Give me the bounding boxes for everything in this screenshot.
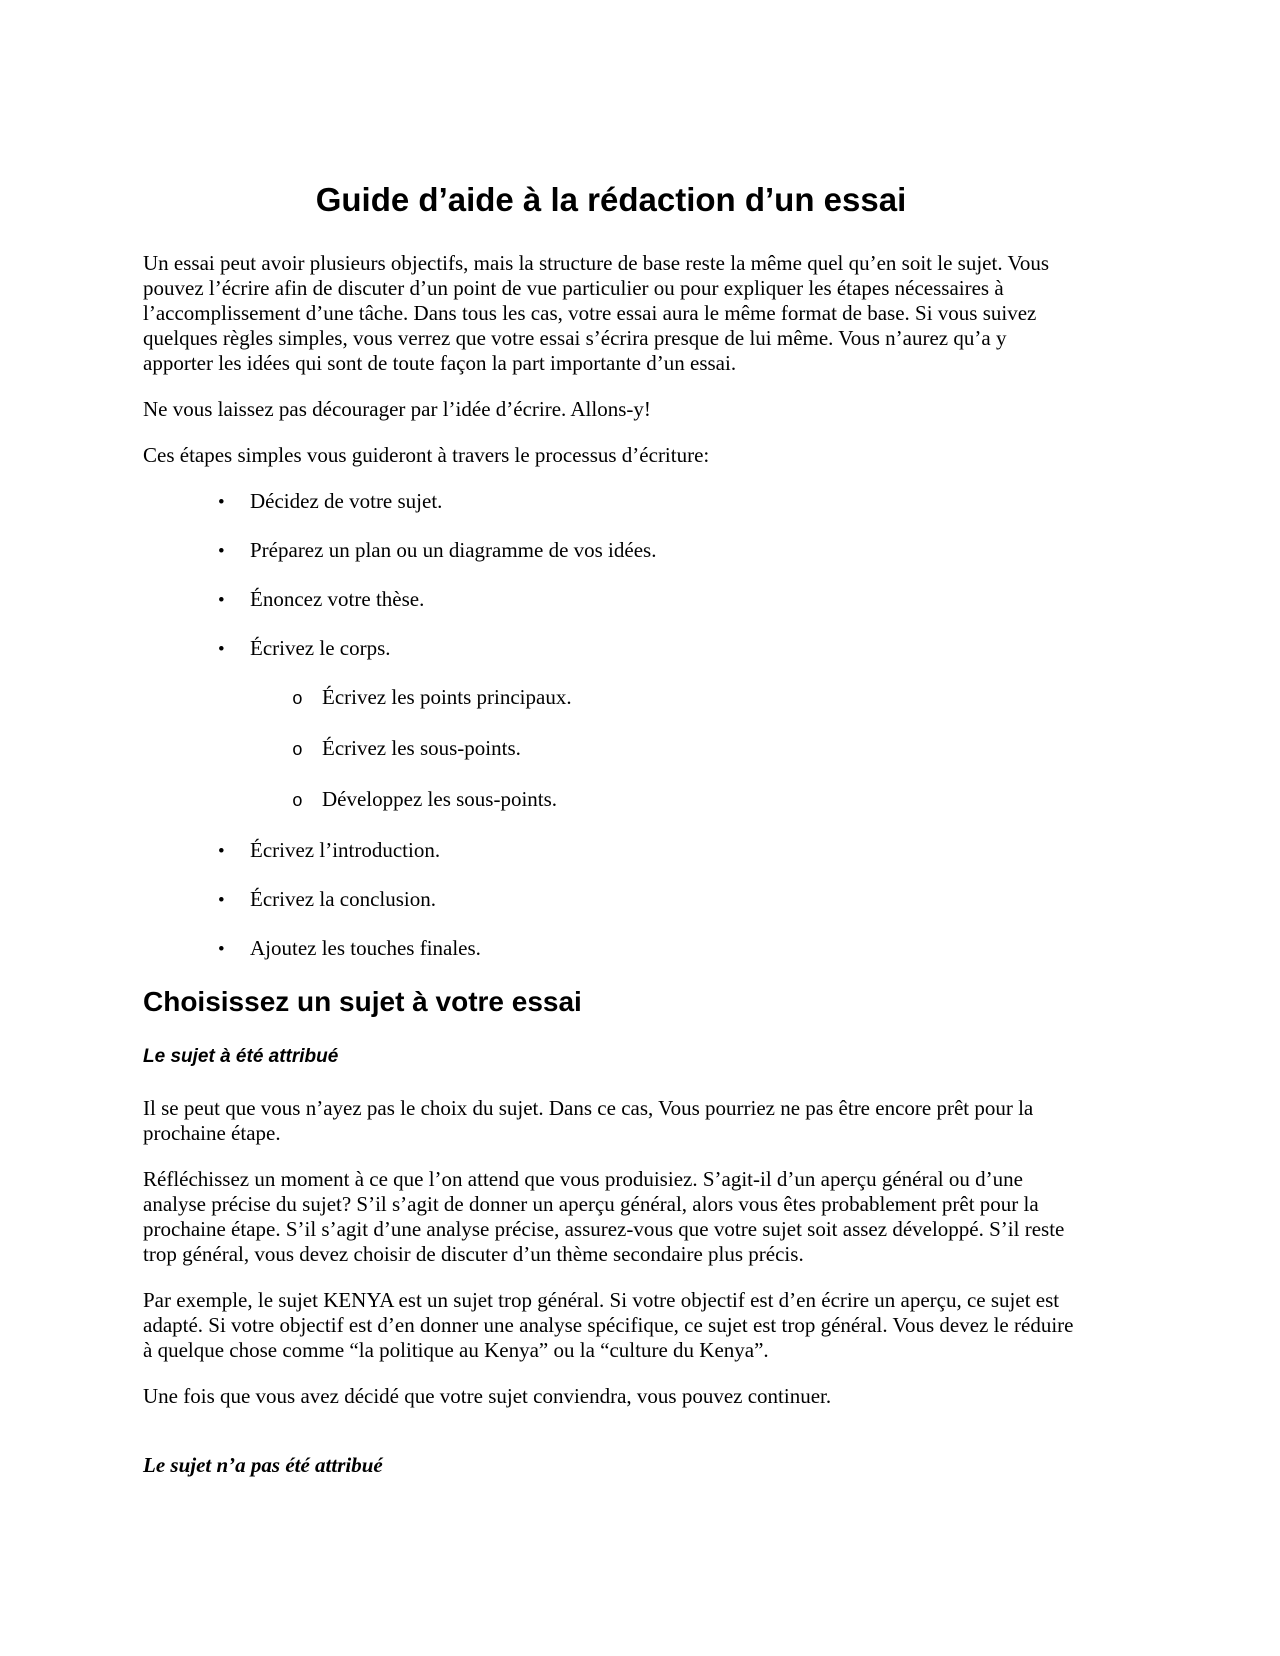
- bullet-icon: •: [218, 841, 225, 862]
- list-item: [143, 587, 1079, 613]
- list-item: [143, 538, 1079, 564]
- sub-list-item: [143, 685, 1079, 713]
- bullet-icon: •: [218, 541, 225, 562]
- list-item: [143, 838, 1079, 864]
- list-item-text: Écrivez la conclusion.: [250, 887, 437, 911]
- circle-bullet-icon: o: [292, 741, 303, 761]
- list-item: [143, 636, 1079, 662]
- list-item-text: Ajoutez les touches finales.: [250, 936, 481, 960]
- list-item: [143, 936, 1079, 962]
- list-item: [143, 887, 1079, 913]
- sub-list-item-text: Écrivez les sous-points.: [322, 736, 521, 760]
- essay-steps-list: [143, 489, 1079, 962]
- list-item-text: Écrivez le corps.: [250, 636, 391, 660]
- intro-paragraph-3: Ces étapes simples vous guideront à travers le processus d’écriture:: [143, 443, 710, 467]
- circle-bullet-icon: o: [292, 792, 303, 812]
- bullet-icon: •: [218, 639, 225, 660]
- document-content: [143, 181, 1079, 1478]
- section-paragraph-1: Il se peut que vous n’ayez pas le choix du sujet. Dans ce cas, Vous pourriez ne pas être encore prêt pour la prochaine étape.: [143, 1096, 1034, 1145]
- list-item-text: Énoncez votre thèse.: [250, 587, 425, 611]
- bullet-icon: •: [218, 939, 225, 960]
- subsection-heading-topic-not-assigned: Le sujet n’a pas été attribué: [143, 1453, 383, 1477]
- section-paragraph-4: Une fois que vous avez décidé que votre sujet conviendra, vous pouvez continuer.: [143, 1384, 832, 1408]
- subsection-heading-topic-assigned: Le sujet à été attribué: [143, 1046, 339, 1067]
- sub-list-item: [143, 736, 1079, 764]
- bullet-icon: •: [218, 590, 225, 611]
- intro-paragraph-1: Un essai peut avoir plusieurs objectifs, mais la structure de base reste la même quel qu’en soit le sujet. Vous pouvez l’écrire afin de discuter d’un point de vue particulier ou pour expliquer les étapes nécessaires à l’accomplissement d’une tâche. Dans tous les cas, votre essai aura le même format de base. Si vous suivez quelques règles simples, vous verrez que votre essai s’écrira presque de lui même. Vous n’aurez qu’a y apporter les idées qui sont de toute façon la part importante d’un essai.: [143, 251, 1050, 375]
- section-heading-choose-topic: Choisissez un sujet à votre essai: [143, 986, 582, 1017]
- list-item-text: Décidez de votre sujet.: [250, 489, 443, 513]
- circle-bullet-icon: o: [292, 690, 303, 710]
- list-item: [143, 489, 1079, 515]
- section-paragraph-2: Réfléchissez un moment à ce que l’on attend que vous produisiez. S’agit-il d’un aperçu général ou d’une analyse précise du sujet? S’il s’agit de donner un aperçu général, alors vous êtes probablement prêt pour la prochaine étape. S’il s’agit d’une analyse précise, assurez-vous que votre sujet soit assez développé. S’il reste trop général, vous devez choisir de discuter d’un thème secondaire plus précis.: [143, 1167, 1065, 1266]
- document-title: Guide d’aide à la rédaction d’un essai: [315, 181, 907, 218]
- section-paragraph-3: Par exemple, le sujet KENYA est un sujet trop général. Si votre objectif est d’en écrire un aperçu, ce sujet est adapté. Si votre objectif est d’en donner une analyse spécifique, ce sujet est trop général. Vous devez le réduire à quelque chose comme “la politique au Kenya” ou la “culture du Kenya”.: [143, 1288, 1074, 1362]
- list-item-text: Écrivez l’introduction.: [250, 838, 441, 862]
- sub-list-item-text: Développez les sous-points.: [322, 787, 558, 811]
- sub-list-item-text: Écrivez les points principaux.: [322, 685, 572, 709]
- bullet-icon: •: [218, 492, 225, 513]
- sub-list-item: [143, 787, 1079, 815]
- intro-paragraph-2: Ne vous laissez pas décourager par l’idée d’écrire. Allons-y!: [143, 397, 651, 421]
- list-item-text: Préparez un plan ou un diagramme de vos idées.: [250, 538, 657, 562]
- bullet-icon: •: [218, 890, 225, 911]
